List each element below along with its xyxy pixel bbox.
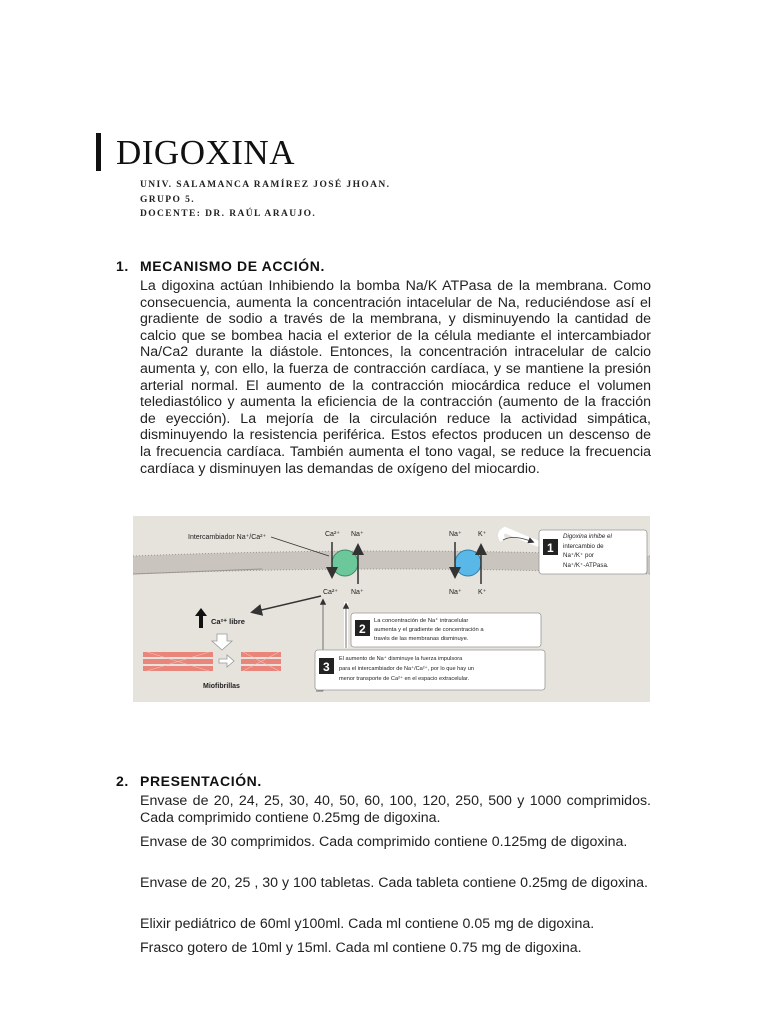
step-1-line-1: Digoxina inhibe el: [563, 533, 612, 540]
step-2-line-3: través de las membranas disminuye.: [374, 636, 469, 642]
presentation-item: Envase de 20, 25 , 30 y 100 tabletas. Cada tableta contiene 0.25mg de digoxina.: [140, 875, 648, 891]
presentation-item: Envase de 30 comprimidos. Cada comprimido contiene 0.125mg de digoxina.: [140, 834, 628, 850]
myofibril-right: [241, 652, 281, 671]
document-title: DIGOXINA: [116, 133, 295, 172]
section-1-title: MECANISMO DE ACCIÓN.: [140, 258, 325, 274]
step-3-line-2: para el intercambiador de Na⁺/Ca²⁺, por lo que hay un: [339, 666, 474, 672]
presentation-item: Elixir pediátrico de 60ml y100ml. Cada ml contiene 0.05 mg de digoxina.: [140, 916, 595, 932]
group-line: GRUPO 5.: [140, 195, 196, 205]
exchanger-label: Intercambiador Na⁺/Ca²⁺: [188, 534, 267, 541]
step-3-number: 3: [323, 660, 330, 674]
ion-label-na-bottom-1: Na⁺: [351, 589, 364, 596]
section-2-heading: [116, 773, 262, 789]
ion-label-na-bottom-2: Na⁺: [449, 589, 462, 596]
step-2-number: 2: [359, 622, 366, 636]
step-3-line-3: menor transporte de Ca²⁺ en el espacio extracelular.: [339, 676, 470, 682]
na-ca-exchanger: [332, 550, 358, 576]
author-line: UNIV. SALAMANCA RAMÍREZ JOSÉ JHOAN.: [140, 180, 391, 190]
ion-label-k-top: K⁺: [478, 531, 487, 538]
ion-label-ca-top: Ca²⁺: [325, 531, 340, 538]
step-1-number: 1: [547, 541, 554, 555]
title-accent-bar: [96, 133, 101, 171]
teacher-line: DOCENTE: DR. RAÚL ARAUJO.: [140, 209, 317, 219]
presentation-item: Frasco gotero de 10ml y 15ml. Cada ml contiene 0.75 mg de digoxina.: [140, 940, 582, 956]
step-1-line-3: Na⁺/K⁺ por: [563, 552, 594, 559]
step-2-line-1: La concentración de Na⁺ intracelular: [374, 618, 469, 624]
ion-label-k-bottom: K⁺: [478, 589, 487, 596]
ion-label-na-top-2: Na⁺: [449, 531, 462, 538]
step-3-line-1: El aumento de Na⁺ disminuye la fuerza impulsora: [339, 656, 463, 662]
mechanism-figure: [133, 516, 650, 702]
section-1-number: 1.: [116, 258, 129, 274]
section-1-heading: [116, 258, 325, 274]
ion-label-na-top-1: Na⁺: [351, 531, 364, 538]
presentation-item: Envase de 20, 24, 25, 30, 40, 50, 60, 100, 120, 250, 500 y 1000 comprimidos. Cada comprimido contiene 0.25mg de digoxina.: [140, 793, 651, 826]
section-2-title: PRESENTACIÓN.: [140, 773, 262, 789]
myofibrils-label: Miofibrillas: [203, 683, 240, 690]
section-2-number: 2.: [116, 773, 129, 789]
step-2-line-2: aumenta y el gradiente de concentración a: [374, 627, 484, 633]
step-1-line-2: intercambio de: [563, 543, 604, 550]
section-1-paragraph: La digoxina actúan Inhibiendo la bomba Na/K ATPasa de la membrana. Como consecuencia, aumenta la concentración intacelular de Na, reduciéndose así el gradiente de sodio a través de la membrana, y disminuyendo la cantidad de calcio que se bombea hacia el exterior de la célula mediante el intercambiador Na/Ca2 durante la diástole. Entonces, la concentración intracelular de calcio aumenta y, con ello, la fuerza de contracción cardíaca, y se mantiene la presión arterial normal. El aumento de la contracción miocárdica reduce el volumen telediastólico y aumenta la eficiencia de la contracción (aumento de la fracción de eyección). La mejoría de la circulación reduce la actividad simpática, disminuyendo la resistencia periférica. Estos efectos producen un descenso de la frecuencia cardíaca. También aumenta el tono vagal, se reduce la frecuencia cardíaca y disminuyen las demandas de oxígeno del miocardio.: [140, 278, 651, 477]
myofibril-left: [143, 652, 213, 671]
ca-libre-label: Ca²⁺ libre: [211, 617, 245, 626]
ion-label-ca-bottom: Ca²⁺: [323, 589, 338, 596]
step-1-line-4: Na⁺/K⁺-ATPasa.: [563, 562, 609, 569]
na-k-pump: [455, 550, 481, 576]
